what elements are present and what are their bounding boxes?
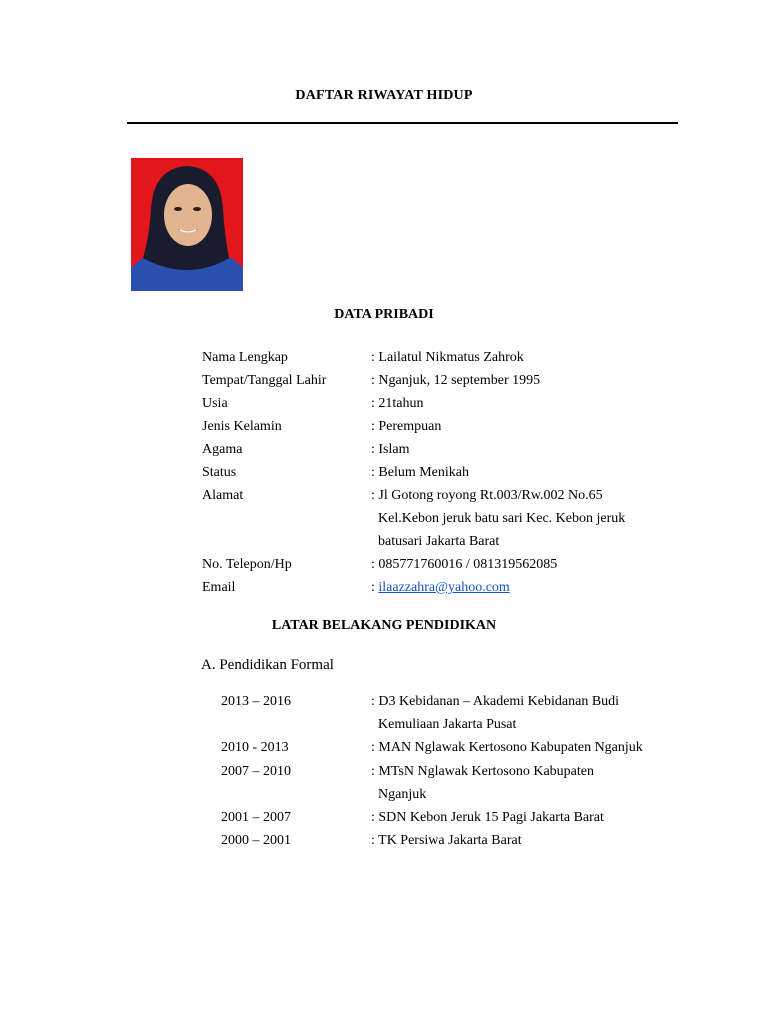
education-years: 2010 - 2013 bbox=[221, 740, 289, 755]
field-label: No. Telepon/Hp bbox=[202, 557, 292, 572]
title-divider bbox=[127, 122, 678, 124]
field-value: : 085771760016 / 081319562085 bbox=[371, 557, 558, 572]
education-school: : MAN Nglawak Kertosono Kabupaten Nganjuk bbox=[371, 740, 643, 755]
education-heading: LATAR BELAKANG PENDIDIKAN bbox=[271, 618, 497, 633]
field-label: Jenis Kelamin bbox=[202, 419, 282, 434]
email-link[interactable]: ilaazzahra@yahoo.com bbox=[378, 580, 510, 595]
education-years: 2001 – 2007 bbox=[221, 810, 291, 825]
field-value: : 21tahun bbox=[371, 396, 424, 411]
field-value: : Belum Menikah bbox=[371, 465, 469, 480]
education-years: 2013 – 2016 bbox=[221, 694, 291, 709]
education-school: : SDN Kebon Jeruk 15 Pagi Jakarta Barat bbox=[371, 810, 604, 825]
portrait-photo bbox=[131, 158, 243, 291]
field-value: : Jl Gotong royong Rt.003/Rw.002 No.65 bbox=[371, 488, 603, 503]
field-label: Tempat/Tanggal Lahir bbox=[202, 373, 327, 388]
education-school: : TK Persiwa Jakarta Barat bbox=[371, 833, 522, 848]
email-prefix: : bbox=[371, 580, 379, 595]
personal-data-heading: DATA PRIBADI bbox=[334, 307, 434, 322]
education-school-continued: Nganjuk bbox=[378, 787, 427, 802]
field-value-continued: batusari Jakarta Barat bbox=[378, 534, 500, 549]
field-label: Email bbox=[202, 580, 236, 595]
field-label: Nama Lengkap bbox=[202, 350, 288, 365]
field-value: : Nganjuk, 12 september 1995 bbox=[371, 373, 541, 388]
field-label: Agama bbox=[202, 442, 243, 457]
field-value: : Perempuan bbox=[371, 419, 442, 434]
education-school: : D3 Kebidanan – Akademi Kebidanan Budi bbox=[371, 694, 620, 709]
field-value: : Islam bbox=[371, 442, 410, 457]
field-label: Alamat bbox=[202, 488, 244, 503]
formal-education-subheading: A. Pendidikan Formal bbox=[201, 657, 334, 673]
field-label: Status bbox=[202, 465, 237, 480]
document-title: DAFTAR RIWAYAT HIDUP bbox=[295, 88, 473, 103]
education-years: 2000 – 2001 bbox=[221, 833, 291, 848]
education-school: : MTsN Nglawak Kertosono Kabupaten bbox=[371, 764, 594, 779]
field-label: Usia bbox=[202, 396, 228, 411]
field-value: : Lailatul Nikmatus Zahrok bbox=[371, 350, 524, 365]
education-school-continued: Kemuliaan Jakarta Pusat bbox=[378, 717, 517, 732]
field-value-continued: Kel.Kebon jeruk batu sari Kec. Kebon jeruk bbox=[378, 511, 626, 526]
email-value bbox=[371, 576, 510, 599]
education-years: 2007 – 2010 bbox=[221, 764, 291, 779]
